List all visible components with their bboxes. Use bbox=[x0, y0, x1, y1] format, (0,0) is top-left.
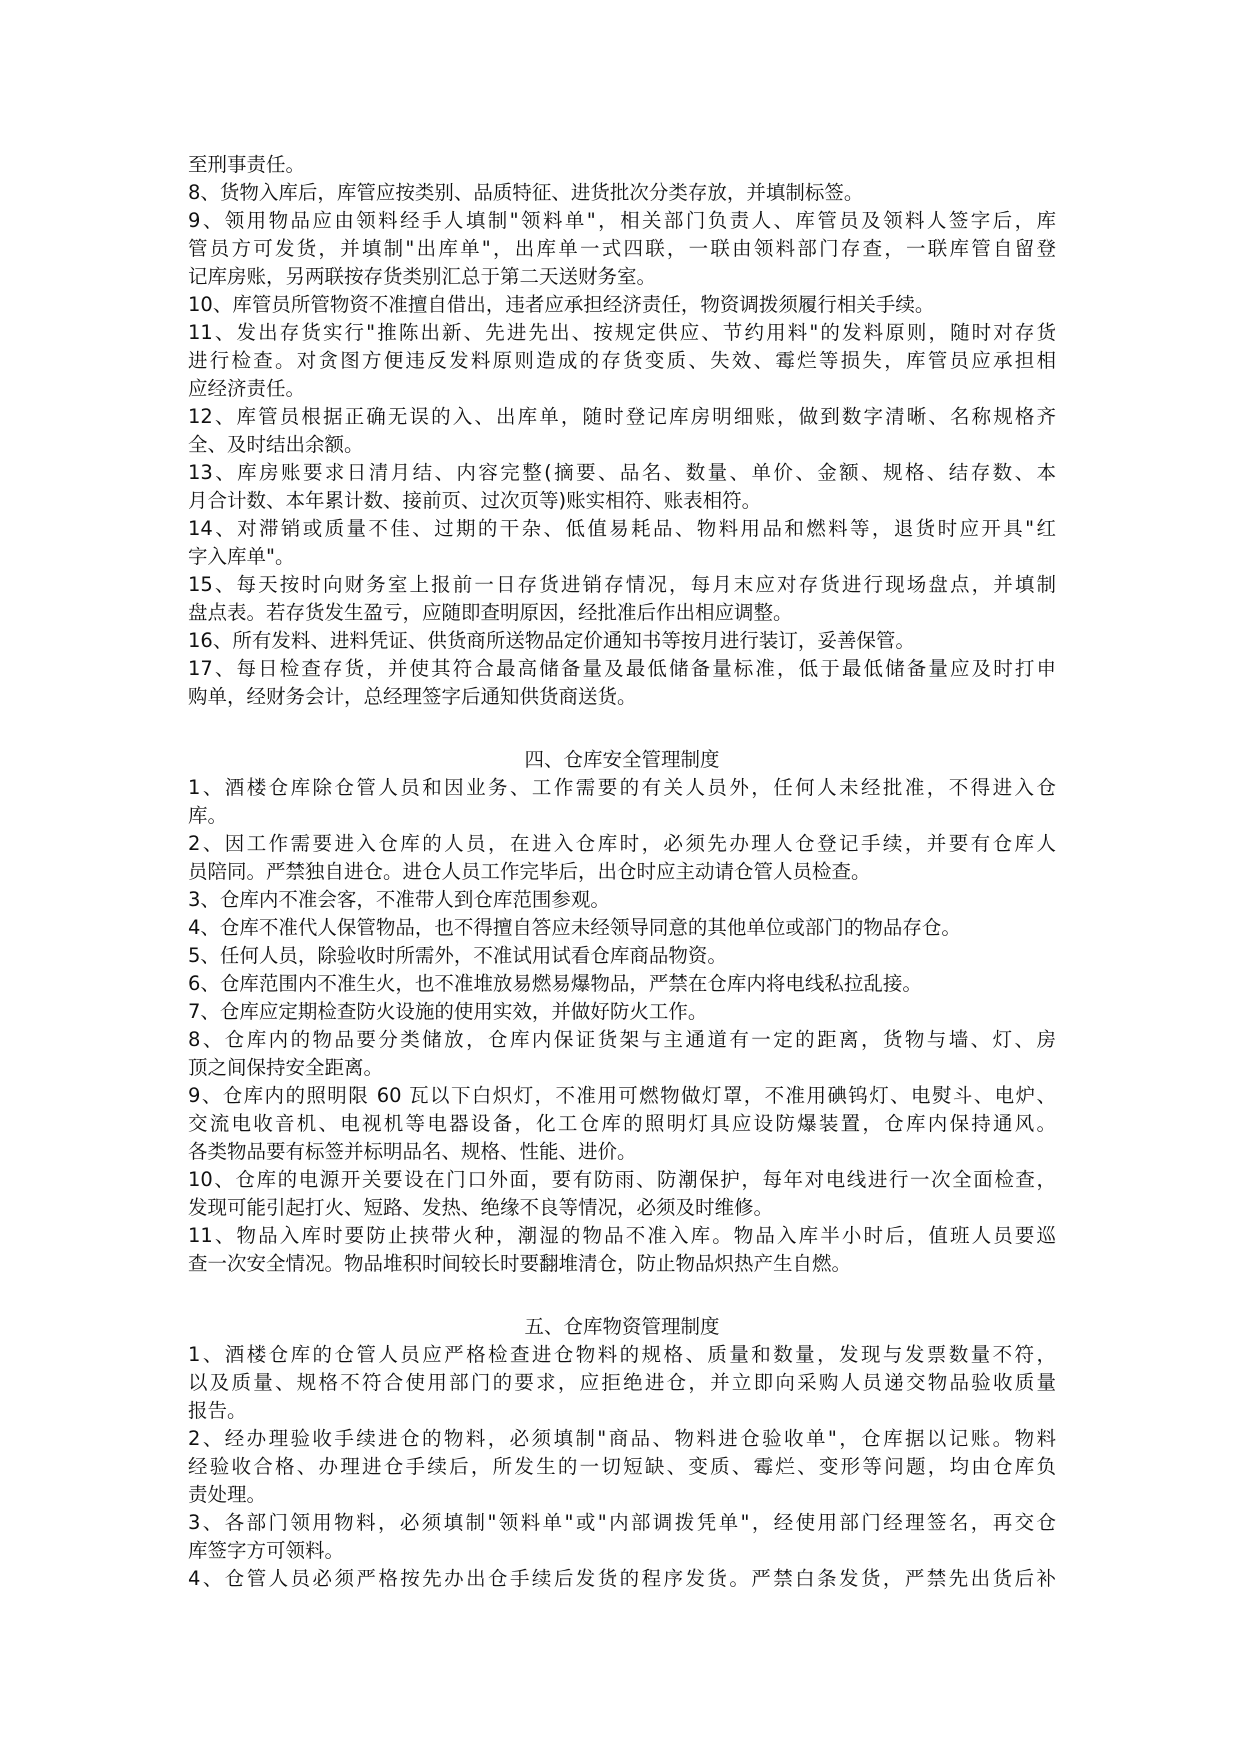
text-line: 2、经办理验收手续进仓的物料，必须填制"商品、物料进仓验收单"，仓库据以记账。物料 bbox=[188, 1427, 1056, 1450]
text-line: 购单，经财务会计，总经理签字后通知供货商送货。 bbox=[188, 685, 637, 708]
text-line: 应经济责任。 bbox=[188, 377, 306, 400]
text-line: 库。 bbox=[188, 804, 228, 827]
section-title: 五、仓库物资管理制度 bbox=[524, 1315, 720, 1338]
text-line: 9、仓库内的照明限 60 瓦以下白炽灯，不准用可燃物做灯罩，不准用碘钨灯、电熨斗、电炉、 bbox=[188, 1084, 1056, 1107]
paragraph bbox=[188, 655, 1056, 711]
text-line: 4、仓库不准代人保管物品，也不得擅自答应未经领导同意的其他单位或部门的物品存仓。 bbox=[188, 916, 961, 939]
paragraph bbox=[188, 1565, 1056, 1593]
paragraph bbox=[188, 515, 1056, 571]
text-line: 记库房账，另两联按存货类别汇总于第二天送财务室。 bbox=[188, 265, 657, 288]
paragraph bbox=[188, 1222, 1056, 1278]
paragraph bbox=[188, 1166, 1056, 1222]
text-line: 经验收合格、办理进仓手续后，所发生的一切短缺、变质、霉烂、变形等问题，均由仓库负 bbox=[188, 1455, 1056, 1478]
paragraph bbox=[188, 942, 1056, 970]
text-line: 2、因工作需要进入仓库的人员，在进入仓库时，必须先办理人仓登记手续，并要有仓库人 bbox=[188, 832, 1056, 855]
paragraph bbox=[188, 319, 1056, 403]
paragraph bbox=[188, 774, 1056, 830]
paragraph bbox=[188, 459, 1056, 515]
text-line: 员陪同。严禁独自进仓。进仓人员工作完毕后，出仓时应主动请仓管人员检查。 bbox=[188, 860, 871, 883]
paragraph bbox=[188, 1082, 1056, 1166]
text-line: 9、领用物品应由领料经手人填制"领料单"，相关部门负责人、库管员及领料人签字后，库 bbox=[188, 209, 1056, 232]
text-line: 8、货物入库后，库管应按类别、品质特征、进货批次分类存放，并填制标签。 bbox=[188, 181, 864, 204]
document-section bbox=[188, 151, 1056, 711]
text-line: 3、仓库内不准会客，不准带人到仓库范围参观。 bbox=[188, 888, 610, 911]
paragraph bbox=[188, 403, 1056, 459]
section-title: 四、仓库安全管理制度 bbox=[524, 748, 720, 771]
text-line: 交流电收音机、电视机等电器设备，化工仓库的照明灯具应设防爆装置，仓库内保持通风。 bbox=[188, 1112, 1056, 1135]
paragraph bbox=[188, 1026, 1056, 1082]
paragraph bbox=[188, 998, 1056, 1026]
text-line: 10、库管员所管物资不准擅自借出，违者应承担经济责任，物资调拨须履行相关手续。 bbox=[188, 293, 935, 316]
paragraph bbox=[188, 970, 1056, 998]
document-section bbox=[188, 746, 1056, 1278]
text-line: 8、仓库内的物品要分类储放，仓库内保证货架与主通道有一定的距离，货物与墙、灯、房 bbox=[188, 1028, 1056, 1051]
document-page bbox=[188, 151, 1056, 1593]
document-section bbox=[188, 1313, 1056, 1593]
paragraph bbox=[188, 1425, 1056, 1509]
text-line: 4、仓管人员必须严格按先办出仓手续后发货的程序发货。严禁白条发货，严禁先出货后补 bbox=[188, 1567, 1056, 1590]
paragraph bbox=[188, 627, 1056, 655]
text-line: 3、各部门领用物料，必须填制"领料单"或"内部调拨凭单"，经使用部门经理签名，再交仓 bbox=[188, 1511, 1056, 1534]
paragraph bbox=[188, 571, 1056, 627]
text-line: 责处理。 bbox=[188, 1483, 267, 1506]
text-line: 10、仓库的电源开关要设在门口外面，要有防雨、防潮保护，每年对电线进行一次全面检查， bbox=[188, 1168, 1056, 1191]
text-line: 13、库房账要求日清月结、内容完整(摘要、品名、数量、单价、金额、规格、结存数、本 bbox=[188, 461, 1056, 484]
text-line: 全、及时结出余额。 bbox=[188, 433, 364, 456]
text-line: 报告。 bbox=[188, 1399, 247, 1422]
paragraph bbox=[188, 1509, 1056, 1565]
text-line: 16、所有发料、进料凭证、供货商所送物品定价通知书等按月进行装订，妥善保管。 bbox=[188, 629, 915, 652]
text-line: 以及质量、规格不符合使用部门的要求，应拒绝进仓，并立即向采购人员递交物品验收质量 bbox=[188, 1371, 1056, 1394]
text-line: 月合计数、本年累计数、接前页、过次页等)账实相符、账表相符。 bbox=[188, 489, 762, 512]
text-line: 6、仓库范围内不准生火，也不准堆放易燃易爆物品，严禁在仓库内将电线私拉乱接。 bbox=[188, 972, 922, 995]
text-line: 至刑事责任。 bbox=[188, 153, 306, 176]
text-line: 15、每天按时向财务室上报前一日存货进销存情况，每月末应对存货进行现场盘点，并填制 bbox=[188, 573, 1056, 596]
text-line: 顶之间保持安全距离。 bbox=[188, 1056, 384, 1079]
text-line: 11、发出存货实行"推陈出新、先进先出、按规定供应、节约用料"的发料原则，随时对存货 bbox=[188, 321, 1056, 344]
text-line: 11、物品入库时要防止挟带火种，潮湿的物品不准入库。物品入库半小时后，值班人员要巡 bbox=[188, 1224, 1056, 1247]
text-line: 进行检查。对贪图方便违反发料原则造成的存货变质、失效、霉烂等损失，库管员应承担相 bbox=[188, 349, 1056, 372]
paragraph bbox=[188, 291, 1056, 319]
text-line: 查一次安全情况。物品堆积时间较长时要翻堆清仓，防止物品炽热产生自燃。 bbox=[188, 1252, 852, 1275]
text-line: 5、任何人员，除验收时所需外，不准试用试看仓库商品物资。 bbox=[188, 944, 727, 967]
text-line: 17、每日检查存货，并使其符合最高储备量及最低储备量标准，低于最低储备量应及时打申 bbox=[188, 657, 1056, 680]
text-line: 库签字方可领料。 bbox=[188, 1539, 345, 1562]
paragraph bbox=[188, 886, 1056, 914]
paragraph bbox=[188, 1341, 1056, 1425]
text-line: 1、酒楼仓库的仓管人员应严格检查进仓物料的规格、质量和数量，发现与发票数量不符， bbox=[188, 1343, 1056, 1366]
paragraph bbox=[188, 207, 1056, 291]
text-line: 发现可能引起打火、短路、发热、绝缘不良等情况，必须及时维修。 bbox=[188, 1196, 774, 1219]
paragraph bbox=[188, 179, 1056, 207]
text-line: 14、对滞销或质量不佳、过期的干杂、低值易耗品、物料用品和燃料等，退货时应开具"红 bbox=[188, 517, 1056, 540]
paragraph bbox=[188, 830, 1056, 886]
text-line: 字入库单"。 bbox=[188, 545, 295, 568]
text-line: 盘点表。若存货发生盈亏，应随即查明原因，经批准后作出相应调整。 bbox=[188, 601, 793, 624]
text-line: 各类物品要有标签并标明品名、规格、性能、进价。 bbox=[188, 1140, 637, 1163]
text-line: 7、仓库应定期检查防火设施的使用实效，并做好防火工作。 bbox=[188, 1000, 708, 1023]
paragraph bbox=[188, 914, 1056, 942]
text-line: 管员方可发货，并填制"出库单"，出库单一式四联，一联由领料部门存查，一联库管自留登 bbox=[188, 237, 1056, 260]
text-line: 1、酒楼仓库除仓管人员和因业务、工作需要的有关人员外，任何人未经批准，不得进入仓 bbox=[188, 776, 1056, 799]
paragraph bbox=[188, 151, 1056, 179]
text-line: 12、库管员根据正确无误的入、出库单，随时登记库房明细账，做到数字清晰、名称规格齐 bbox=[188, 405, 1056, 428]
